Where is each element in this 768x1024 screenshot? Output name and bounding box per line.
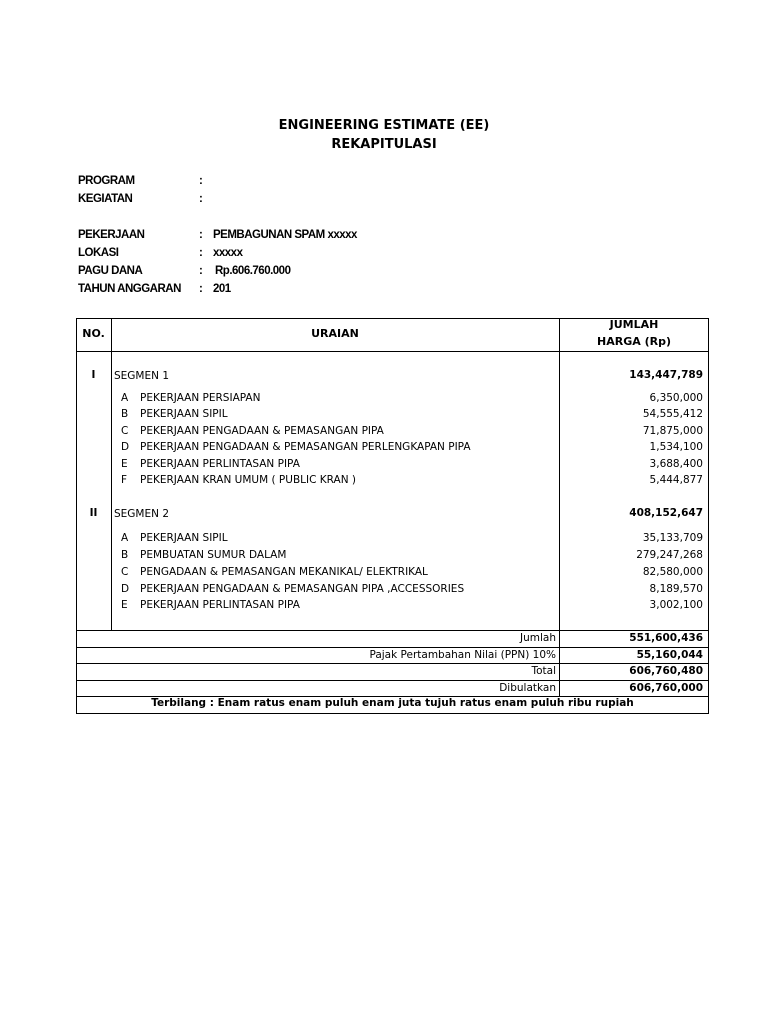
info-value-tahun-anggaran: 201 (213, 283, 231, 295)
item-code: C (121, 566, 129, 578)
segment-number: II (89, 507, 98, 519)
item-amount: 1,534,100 (649, 441, 703, 453)
item-code: E (121, 458, 128, 470)
item-amount: 54,555,412 (642, 408, 703, 420)
summary-label-total: Total (531, 665, 556, 677)
info-value-pekerjaan: PEMBAGUNAN SPAM xxxxx (213, 229, 357, 241)
item-code: F (121, 474, 128, 486)
info-colon: : (199, 283, 203, 295)
summary-divider (76, 680, 709, 681)
item-code: D (121, 441, 130, 453)
info-value-lokasi: xxxxx (213, 247, 243, 259)
info-value-pagu-dana: Rp.606.760.000 (215, 265, 291, 277)
item-code: C (121, 425, 129, 437)
item-code: E (121, 599, 128, 611)
terbilang-text: Terbilang : Enam ratus enam puluh enam juta tujuh ratus enam puluh ribu rupiah (151, 697, 634, 709)
item-description: PEKERJAAN PENGADAAN & PEMASANGAN PERLENGKAPAN PIPA (140, 441, 471, 453)
header-jumlah: JUMLAH (609, 318, 659, 331)
info-colon: : (199, 247, 203, 259)
item-code: A (121, 532, 129, 544)
document-subtitle: REKAPITULASI (331, 137, 437, 152)
segment-name: SEGMEN 2 (114, 508, 170, 520)
item-code: A (121, 392, 129, 404)
info-label-pagu-dana: PAGU DANA (78, 265, 143, 277)
item-amount: 8,189,570 (649, 583, 703, 595)
table-header-divider (76, 351, 709, 352)
info-colon: : (199, 265, 203, 277)
segment-total: 408,152,647 (629, 507, 703, 519)
item-description: PENGADAAN & PEMASANGAN MEKANIKAL/ ELEKTRIKAL (140, 566, 428, 578)
item-description: PEKERJAAN PENGADAAN & PEMASANGAN PIPA (140, 425, 384, 437)
item-amount: 71,875,000 (642, 425, 703, 437)
item-description: PEKERJAAN PENGADAAN & PEMASANGAN PIPA ,ACCESSORIES (140, 583, 465, 595)
item-description: PEMBUATAN SUMUR DALAM (140, 549, 287, 561)
info-colon: : (199, 193, 203, 205)
item-code: B (121, 408, 129, 420)
header-harga: HARGA (Rp) (597, 335, 671, 348)
item-code: D (121, 583, 130, 595)
item-amount: 279,247,268 (636, 549, 703, 561)
segment-total: 143,447,789 (629, 369, 703, 381)
info-label-tahun-anggaran: TAHUN ANGGARAN (78, 283, 181, 295)
item-code: B (121, 549, 129, 561)
item-amount: 82,580,000 (642, 566, 703, 578)
info-label-lokasi: LOKASI (78, 247, 119, 259)
item-description: PEKERJAAN PERLINTASAN PIPA (140, 458, 300, 470)
item-amount: 3,002,100 (649, 599, 703, 611)
item-description: PEKERJAAN KRAN UMUM ( PUBLIC KRAN ) (140, 474, 356, 486)
document-title: ENGINEERING ESTIMATE (EE) (278, 118, 490, 133)
summary-label-dibulatkan: Dibulatkan (499, 682, 556, 694)
summary-label-jumlah: Jumlah (520, 632, 556, 644)
info-label-program: PROGRAM (78, 175, 135, 187)
info-colon: : (199, 229, 203, 241)
summary-divider (76, 663, 709, 664)
segment-number: I (91, 369, 96, 381)
item-amount: 6,350,000 (649, 392, 703, 404)
header-no: NO. (82, 327, 105, 340)
header-uraian: URAIAN (311, 327, 359, 340)
summary-label-ppn: Pajak Pertambahan Nilai (PPN) 10% (369, 649, 556, 661)
info-colon: : (199, 175, 203, 187)
item-amount: 3,688,400 (649, 458, 703, 470)
item-amount: 35,133,709 (642, 532, 703, 544)
summary-value-jumlah: 551,600,436 (629, 632, 703, 644)
item-description: PEKERJAAN PERSIAPAN (140, 392, 261, 404)
column-divider-no (111, 318, 112, 631)
summary-value-ppn: 55,160,044 (636, 649, 703, 661)
info-label-kegiatan: KEGIATAN (78, 193, 133, 205)
summary-divider (76, 647, 709, 648)
summary-value-dibulatkan: 606,760,000 (629, 682, 703, 694)
summary-divider (76, 630, 709, 631)
item-description: PEKERJAAN SIPIL (140, 532, 228, 544)
segment-name: SEGMEN 1 (114, 370, 170, 382)
info-label-pekerjaan: PEKERJAAN (78, 229, 145, 241)
item-description: PEKERJAAN PERLINTASAN PIPA (140, 599, 300, 611)
item-amount: 5,444,877 (649, 474, 703, 486)
summary-value-total: 606,760,480 (629, 665, 703, 677)
item-description: PEKERJAAN SIPIL (140, 408, 228, 420)
